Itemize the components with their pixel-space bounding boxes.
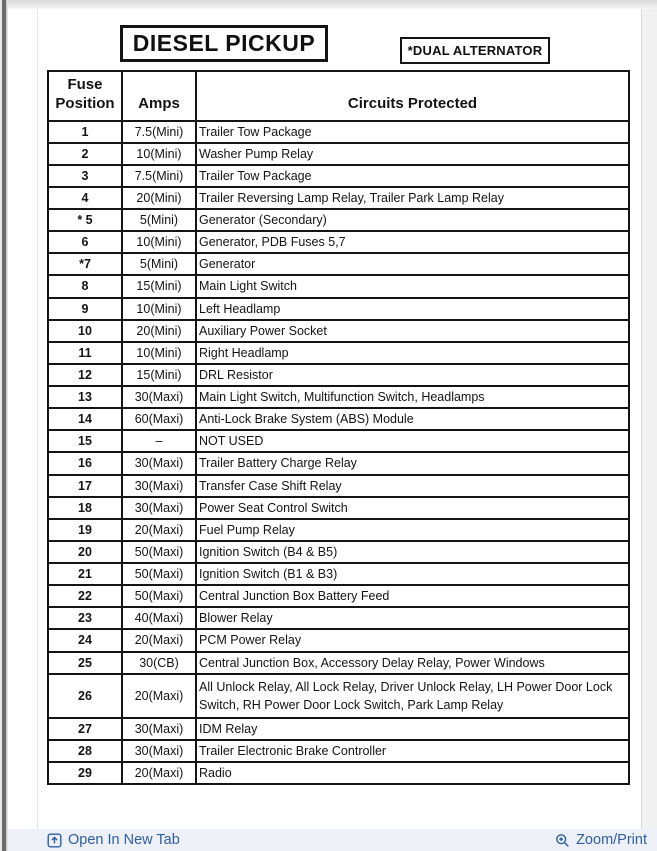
fuse-position-cell: 25	[48, 652, 122, 674]
fuse-table-row	[48, 121, 629, 143]
circuits-cell: Trailer Reversing Lamp Relay, Trailer Park Lamp Relay	[196, 187, 629, 209]
fuse-table-row	[48, 320, 629, 342]
fuse-table-row	[48, 408, 629, 430]
circuits-cell: Ignition Switch (B4 & B5)	[196, 541, 629, 563]
circuits-cell: Generator	[196, 253, 629, 275]
circuits-cell: Generator, PDB Fuses 5,7	[196, 231, 629, 253]
fuse-table-row	[48, 652, 629, 674]
amps-cell: 5(Mini)	[122, 253, 196, 275]
fuse-position-cell: 29	[48, 762, 122, 784]
amps-cell: 5(Mini)	[122, 209, 196, 231]
viewer-left-edge	[0, 0, 8, 851]
amps-cell: 10(Mini)	[122, 231, 196, 253]
fuse-position-cell: 27	[48, 718, 122, 740]
circuits-cell: Blower Relay	[196, 607, 629, 629]
header-amps: Amps	[122, 71, 196, 121]
header-circuits-protected: Circuits Protected	[196, 71, 629, 121]
amps-cell: 30(CB)	[122, 652, 196, 674]
viewer-toolbar	[8, 829, 657, 851]
fuse-table-row	[48, 475, 629, 497]
zoom-print-link[interactable]	[555, 829, 647, 851]
fuse-table-row	[48, 740, 629, 762]
amps-cell: 30(Maxi)	[122, 718, 196, 740]
zoom-in-magnifier-icon	[555, 833, 570, 848]
circuits-cell: DRL Resistor	[196, 364, 629, 386]
amps-cell: 30(Maxi)	[122, 475, 196, 497]
amps-cell: 50(Maxi)	[122, 541, 196, 563]
fuse-position-cell: 12	[48, 364, 122, 386]
viewer-top-edge	[0, 0, 657, 9]
fuse-table-row	[48, 674, 629, 718]
fuse-table-row	[48, 497, 629, 519]
circuits-cell: Trailer Tow Package	[196, 165, 629, 187]
fuse-table-row	[48, 541, 629, 563]
amps-cell: –	[122, 430, 196, 452]
fuse-table-row	[48, 364, 629, 386]
circuits-cell: Anti-Lock Brake System (ABS) Module	[196, 408, 629, 430]
table-header-row	[48, 71, 629, 121]
amps-cell: 50(Maxi)	[122, 585, 196, 607]
fuse-table-row	[48, 165, 629, 187]
fuse-position-cell: 14	[48, 408, 122, 430]
fuse-position-cell: 18	[48, 497, 122, 519]
fuse-position-cell: 3	[48, 165, 122, 187]
circuits-cell: Trailer Electronic Brake Controller	[196, 740, 629, 762]
amps-cell: 10(Mini)	[122, 143, 196, 165]
fuse-position-cell: 17	[48, 475, 122, 497]
amps-cell: 7.5(Mini)	[122, 165, 196, 187]
fuse-table-row	[48, 298, 629, 320]
amps-cell: 10(Mini)	[122, 298, 196, 320]
fuse-table-row	[48, 762, 629, 784]
amps-cell: 15(Mini)	[122, 364, 196, 386]
circuits-cell: Auxiliary Power Socket	[196, 320, 629, 342]
fuse-position-cell: 15	[48, 430, 122, 452]
circuits-cell: Trailer Tow Package	[196, 121, 629, 143]
fuse-position-cell: 10	[48, 320, 122, 342]
zoom-print-label: Zoom/Print	[576, 832, 647, 848]
fuse-table-row	[48, 585, 629, 607]
amps-cell: 15(Mini)	[122, 275, 196, 297]
fuse-table-row	[48, 342, 629, 364]
circuits-cell: Ignition Switch (B1 & B3)	[196, 563, 629, 585]
open-in-new-tab-link[interactable]	[47, 829, 180, 851]
fuse-position-cell: 19	[48, 519, 122, 541]
circuits-cell: Left Headlamp	[196, 298, 629, 320]
circuits-cell: All Unlock Relay, All Lock Relay, Driver Unlock Relay, LH Power Door Lock Switch, RH Power Door Lock Switch, Park Lamp Relay	[196, 674, 629, 718]
fuse-table-row	[48, 231, 629, 253]
circuits-cell: IDM Relay	[196, 718, 629, 740]
circuits-cell: Trailer Battery Charge Relay	[196, 452, 629, 474]
fuse-position-cell: 22	[48, 585, 122, 607]
fuse-table-row	[48, 519, 629, 541]
circuits-cell: Fuel Pump Relay	[196, 519, 629, 541]
circuits-cell: Central Junction Box, Accessory Delay Relay, Power Windows	[196, 652, 629, 674]
fuse-position-cell: 9	[48, 298, 122, 320]
circuits-cell: Main Light Switch	[196, 275, 629, 297]
circuits-cell: Right Headlamp	[196, 342, 629, 364]
fuse-position-cell: *7	[48, 253, 122, 275]
fuse-table-row	[48, 629, 629, 651]
amps-cell: 60(Maxi)	[122, 408, 196, 430]
amps-cell: 20(Maxi)	[122, 519, 196, 541]
fuse-position-cell: 20	[48, 541, 122, 563]
fuse-table-row	[48, 253, 629, 275]
fuse-table-row	[48, 718, 629, 740]
amps-cell: 20(Mini)	[122, 187, 196, 209]
page-spine-highlight	[6, 0, 7, 851]
fuse-position-cell: 6	[48, 231, 122, 253]
amps-cell: 20(Mini)	[122, 320, 196, 342]
circuits-cell: Washer Pump Relay	[196, 143, 629, 165]
fuse-table-row	[48, 607, 629, 629]
fuse-position-cell: 4	[48, 187, 122, 209]
fuse-position-cell: 8	[48, 275, 122, 297]
fuse-table-row	[48, 187, 629, 209]
circuits-cell: Power Seat Control Switch	[196, 497, 629, 519]
fuse-position-cell: 21	[48, 563, 122, 585]
viewer-right-margin	[641, 9, 657, 829]
fuse-table-row	[48, 275, 629, 297]
fuse-position-cell: * 5	[48, 209, 122, 231]
circuits-cell: Generator (Secondary)	[196, 209, 629, 231]
fuse-position-cell: 23	[48, 607, 122, 629]
fuse-table	[47, 70, 630, 785]
fuse-table-row	[48, 430, 629, 452]
circuits-cell: NOT USED	[196, 430, 629, 452]
open-in-new-tab-label: Open In New Tab	[68, 832, 180, 848]
header-fuse-position: Fuse Position	[48, 71, 122, 121]
amps-cell: 7.5(Mini)	[122, 121, 196, 143]
amps-cell: 30(Maxi)	[122, 452, 196, 474]
fuse-position-cell: 1	[48, 121, 122, 143]
scan-edge-line	[37, 9, 38, 829]
open-in-new-tab-icon	[47, 833, 62, 848]
amps-cell: 10(Mini)	[122, 342, 196, 364]
circuits-cell: Radio	[196, 762, 629, 784]
fuse-position-cell: 2	[48, 143, 122, 165]
fuse-table-row	[48, 209, 629, 231]
amps-cell: 30(Maxi)	[122, 386, 196, 408]
amps-cell: 40(Maxi)	[122, 607, 196, 629]
document-page	[8, 9, 641, 829]
amps-cell: 20(Maxi)	[122, 762, 196, 784]
fuse-table-row	[48, 452, 629, 474]
fuse-position-cell: 24	[48, 629, 122, 651]
amps-cell: 20(Maxi)	[122, 674, 196, 718]
fuse-table-row	[48, 386, 629, 408]
page-title: DIESEL PICKUP	[120, 25, 328, 62]
fuse-position-cell: 28	[48, 740, 122, 762]
circuits-cell: Main Light Switch, Multifunction Switch, Headlamps	[196, 386, 629, 408]
fuse-table-row	[48, 143, 629, 165]
circuits-cell: Central Junction Box Battery Feed	[196, 585, 629, 607]
amps-cell: 50(Maxi)	[122, 563, 196, 585]
amps-cell: 30(Maxi)	[122, 740, 196, 762]
circuits-cell: PCM Power Relay	[196, 629, 629, 651]
amps-cell: 30(Maxi)	[122, 497, 196, 519]
dual-alternator-label: *DUAL ALTERNATOR	[400, 37, 550, 64]
fuse-position-cell: 16	[48, 452, 122, 474]
circuits-cell: Transfer Case Shift Relay	[196, 475, 629, 497]
fuse-position-cell: 26	[48, 674, 122, 718]
amps-cell: 20(Maxi)	[122, 629, 196, 651]
fuse-position-cell: 11	[48, 342, 122, 364]
fuse-position-cell: 13	[48, 386, 122, 408]
fuse-table-row	[48, 563, 629, 585]
